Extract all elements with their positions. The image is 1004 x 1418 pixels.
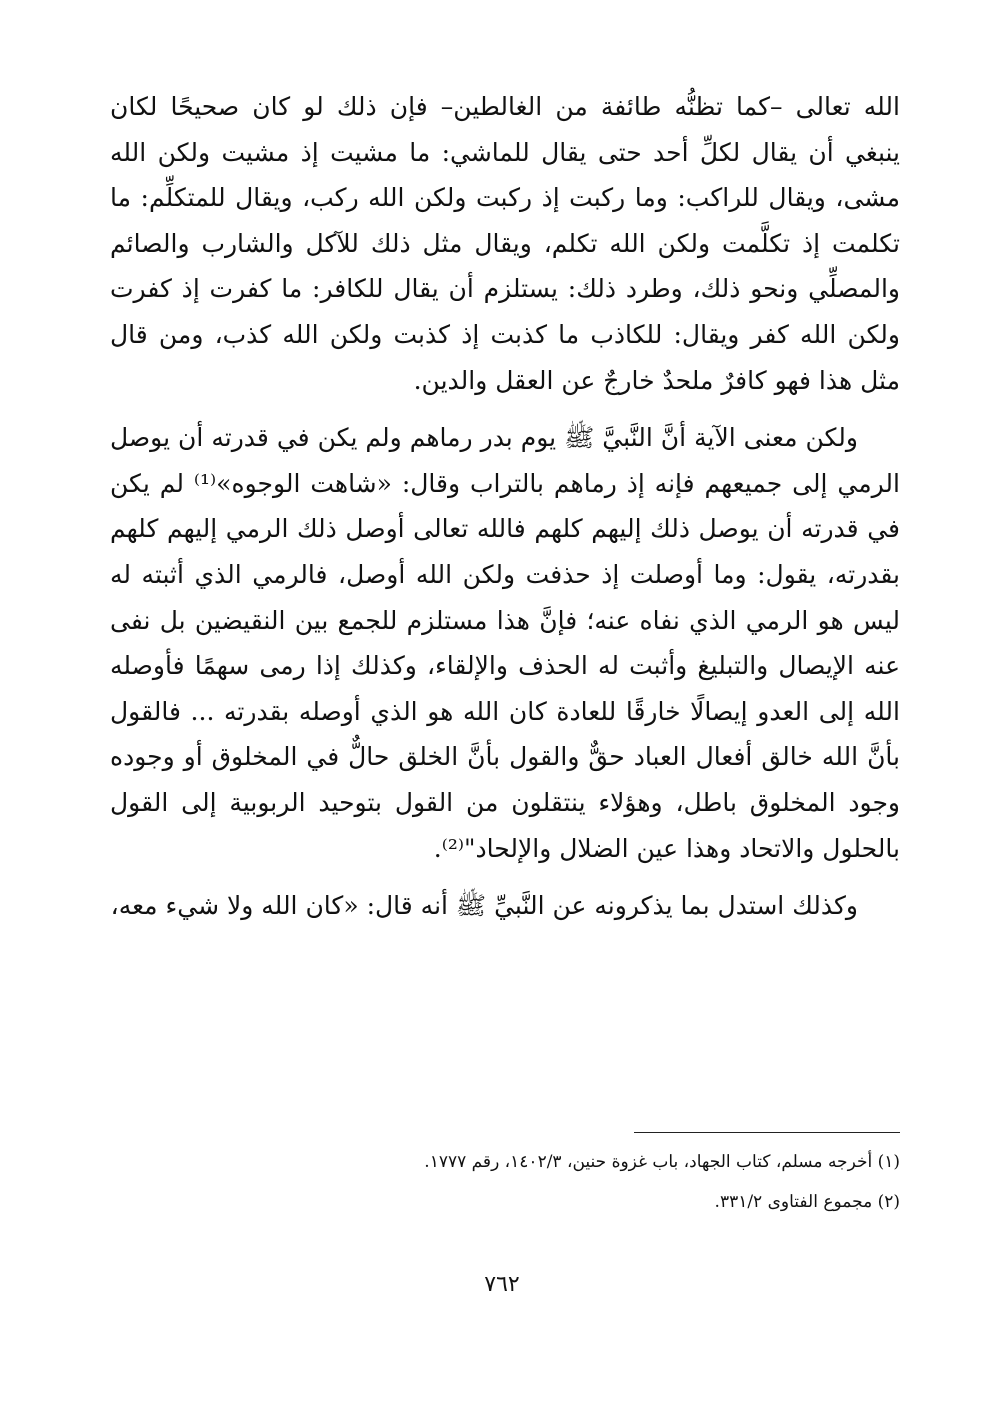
footnote-2: (٢) مجموع الفتاوى ٣٣١/٢. — [714, 1192, 900, 1212]
paragraph-continuation: الله تعالى –كما تظنُّه طائفة من الغالطين– فإن ذلك لو كان صحيحًا لكان ينبغي أن يقال لكلِّ أحد حتى يقال للماشي: ما مشيت إذ مشيت ولكن الله مشى، ويقال للراكب: وما ركبت إذ ركبت ولكن الله ركب، ويقال للمتكلِّم: ما تكلمت إذ تكلَّمت ولكن الله تكلم، ويقال مثل ذلك للآكل والشارب والصائم والمصلِّي ونحو ذلك، وطرد ذلك: يستلزم أن يقال للكافر: ما كفرت إذ كفرت ولكن الله كفر ويقال: للكاذب ما كذبت إذ كذبت ولكن الله كذب، ومن قال مثل هذا فهو كافرٌ ملحدٌ خارجٌ عن العقل والدين. — [110, 92, 900, 395]
paragraph-hadith-intro: وكذلك استدل بما يذكرونه عن النَّبيِّ ﷺ أنه قال: «كان الله ولا شيء معه، — [110, 891, 858, 921]
footnote-separator — [634, 1132, 900, 1133]
paragraph-verse-meaning: ولكن معنى الآية أنَّ النَّبيَّ ﷺ يوم بدر رماهم ولم يكن في قدرته أن يوصل الرمي إلى جميعهم فإنه إذ رماهم بالتراب وقال: «شاهت الوجوه»⁽¹⁾ لم يكن في قدرته أن يوصل ذلك إليهم كلهم فالله تعالى أوصل ذلك الرمي إليهم كلهم بقدرته، يقول: وما أوصلت إذ حذفت ولكن الله أوصل، فالرمي الذي أثبته له ليس هو الرمي الذي نفاه عنه؛ فإنَّ هذا مستلزم للجمع بين النقيضين بل نفى عنه الإيصال والتبليغ وأثبت له الحذف والإلقاء، وكذلك إذا رمى سهمًا فأوصله الله إلى العدو إيصالًا خارقًا للعادة كان الله هو الذي أوصله بقدرته ... فالقول بأنَّ الله خالق أفعال العباد حقٌّ والقول بأنَّ الخلق حالٌّ في المخلوق أو وجوده وجود المخلوق باطل، وهؤلاء ينتقلون من القول بتوحيد الربوبية إلى القول بالحلول والاتحاد وهذا عين الضلال والإلحاد"⁽²⁾. — [110, 423, 900, 863]
footnotes — [110, 1142, 900, 1222]
main-text — [110, 84, 900, 929]
footnote-1: (١) أخرجه مسلم، كتاب الجهاد، باب غزوة حنين، ١٤٠٢/٣، رقم ١٧٧٧. — [424, 1152, 900, 1172]
page-number: ٧٦٢ — [484, 1272, 520, 1297]
